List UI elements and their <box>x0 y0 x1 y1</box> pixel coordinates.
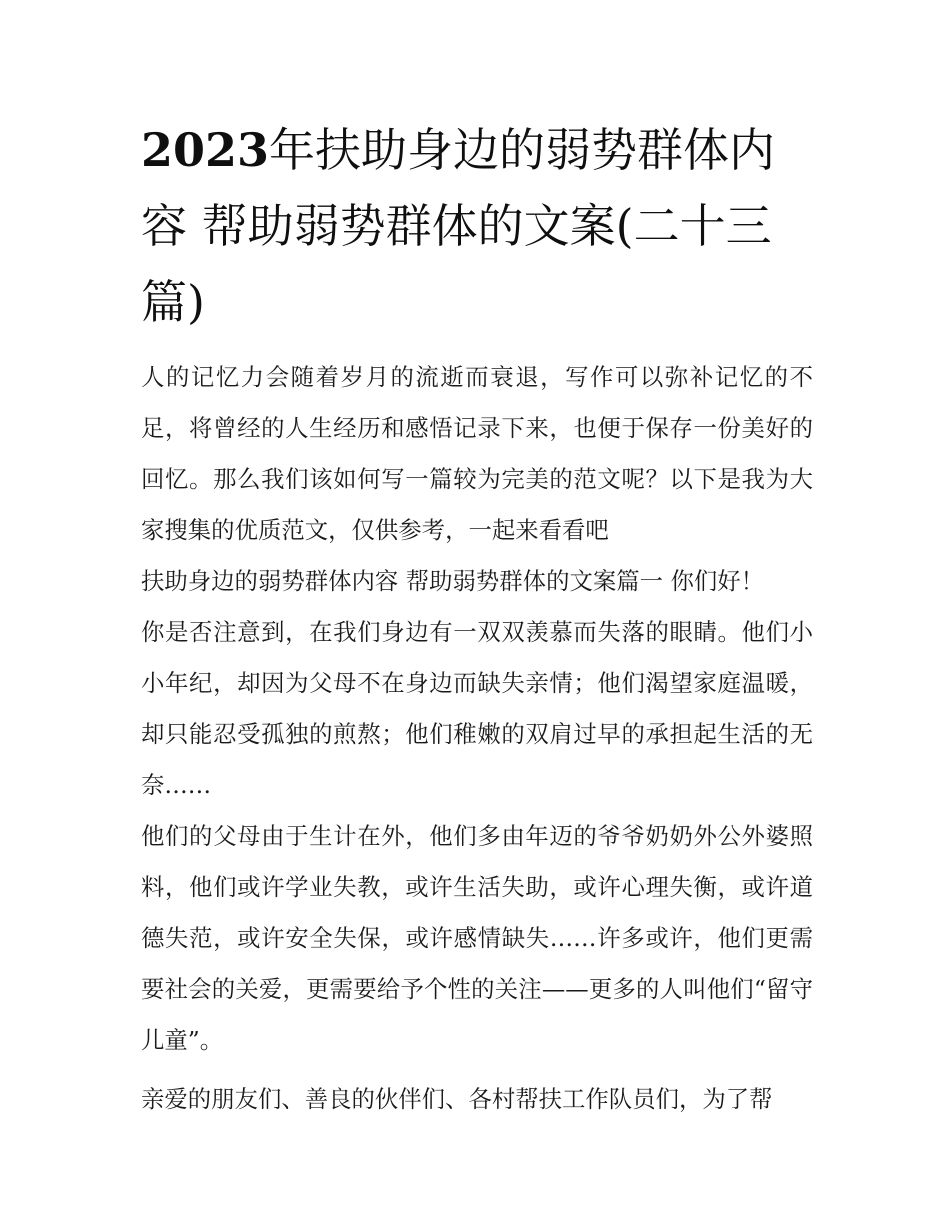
section-heading-paragraph: 扶助身边的弱势群体内容 帮助弱势群体的文案篇一 你们好！ <box>141 567 765 595</box>
document-body <box>141 112 813 1125</box>
body-paragraph-1: 你是否注意到，在我们身边有一双双羡慕而失落的眼睛。他们小小年纪，却因为父母不在身边而缺失亲情；他们渴望家庭温暖，却只能忍受孤独的煎熬；他们稚嫩的双肩过早的承担起生活的无奈…… <box>141 618 813 799</box>
title-year: 2023 <box>141 123 270 177</box>
body-paragraph-3: 亲爱的朋友们、善良的伙伴们、各村帮扶工作队员们，为了帮 <box>141 1085 773 1113</box>
intro-paragraph: 人的记忆力会随着岁月的流逝而衰退，写作可以弥补记忆的不足，将曾经的人生经历和感悟记录下来，也便于保存一份美好的回忆。那么我们该如何写一篇较为完美的范文呢？以下是我为大家搜集的优质范文，仅供参考，一起来看看吧 <box>141 363 813 544</box>
title-text: 年扶助身边的弱势群体内容 帮助弱势群体的文案(二十三篇) <box>141 123 776 329</box>
document-title <box>141 112 813 340</box>
body-paragraph-2: 他们的父母由于生计在外，他们多由年迈的爷爷奶奶外公外婆照料，他们或许学业失教，或许生活失助，或许心理失衡，或许道德失范，或许安全失保，或许感情缺失……许多或许，他们更需要社会的关爱，更需要给予个性的关注——更多的人叫他们“留守儿童”。 <box>141 822 813 1054</box>
